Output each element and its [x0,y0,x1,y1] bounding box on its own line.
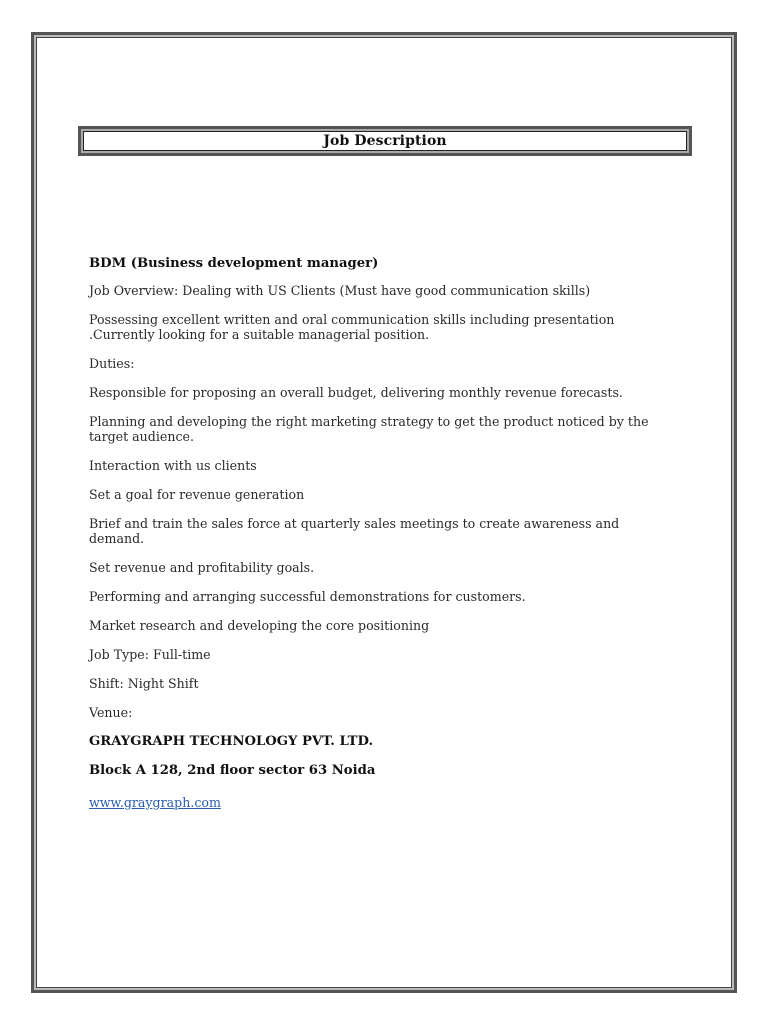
duty-item: Responsible for proposing an overall budget, delivering monthly revenue forecasts. [89,385,623,400]
skills-paragraph: Possessing excellent written and oral communication skills including presentation .Currently looking for a suitable managerial position. [89,312,615,342]
title-box [78,126,692,156]
company-name: GRAYGRAPH TECHNOLOGY PVT. LTD. [89,734,374,749]
document-title: Job Description [323,133,447,149]
job-overview-paragraph: Job Overview: Dealing with US Clients (Must have good communication skills) [89,283,591,298]
document-body [89,256,669,811]
duty-item: Planning and developing the right marketing strategy to get the product noticed by the target audience. [89,414,649,444]
duty-item: Set a goal for revenue generation [89,487,305,502]
job-type-line: Job Type: Full-time [89,647,211,662]
website-link[interactable]: www.graygraph.com [89,795,221,810]
shift-line: Shift: Night Shift [89,676,199,691]
duty-item: Interaction with us clients [89,458,257,473]
company-address: Block A 128, 2nd floor sector 63 Noida [89,763,376,778]
duty-item: Brief and train the sales force at quarterly sales meetings to create awareness and demand. [89,516,620,546]
duty-item: Performing and arranging successful demonstrations for customers. [89,589,526,604]
venue-label: Venue: [89,705,133,720]
job-title-heading: BDM (Business development manager) [89,256,379,271]
duty-item: Market research and developing the core positioning [89,618,430,633]
duty-item: Set revenue and profitability goals. [89,560,315,575]
duties-label: Duties: [89,356,135,371]
